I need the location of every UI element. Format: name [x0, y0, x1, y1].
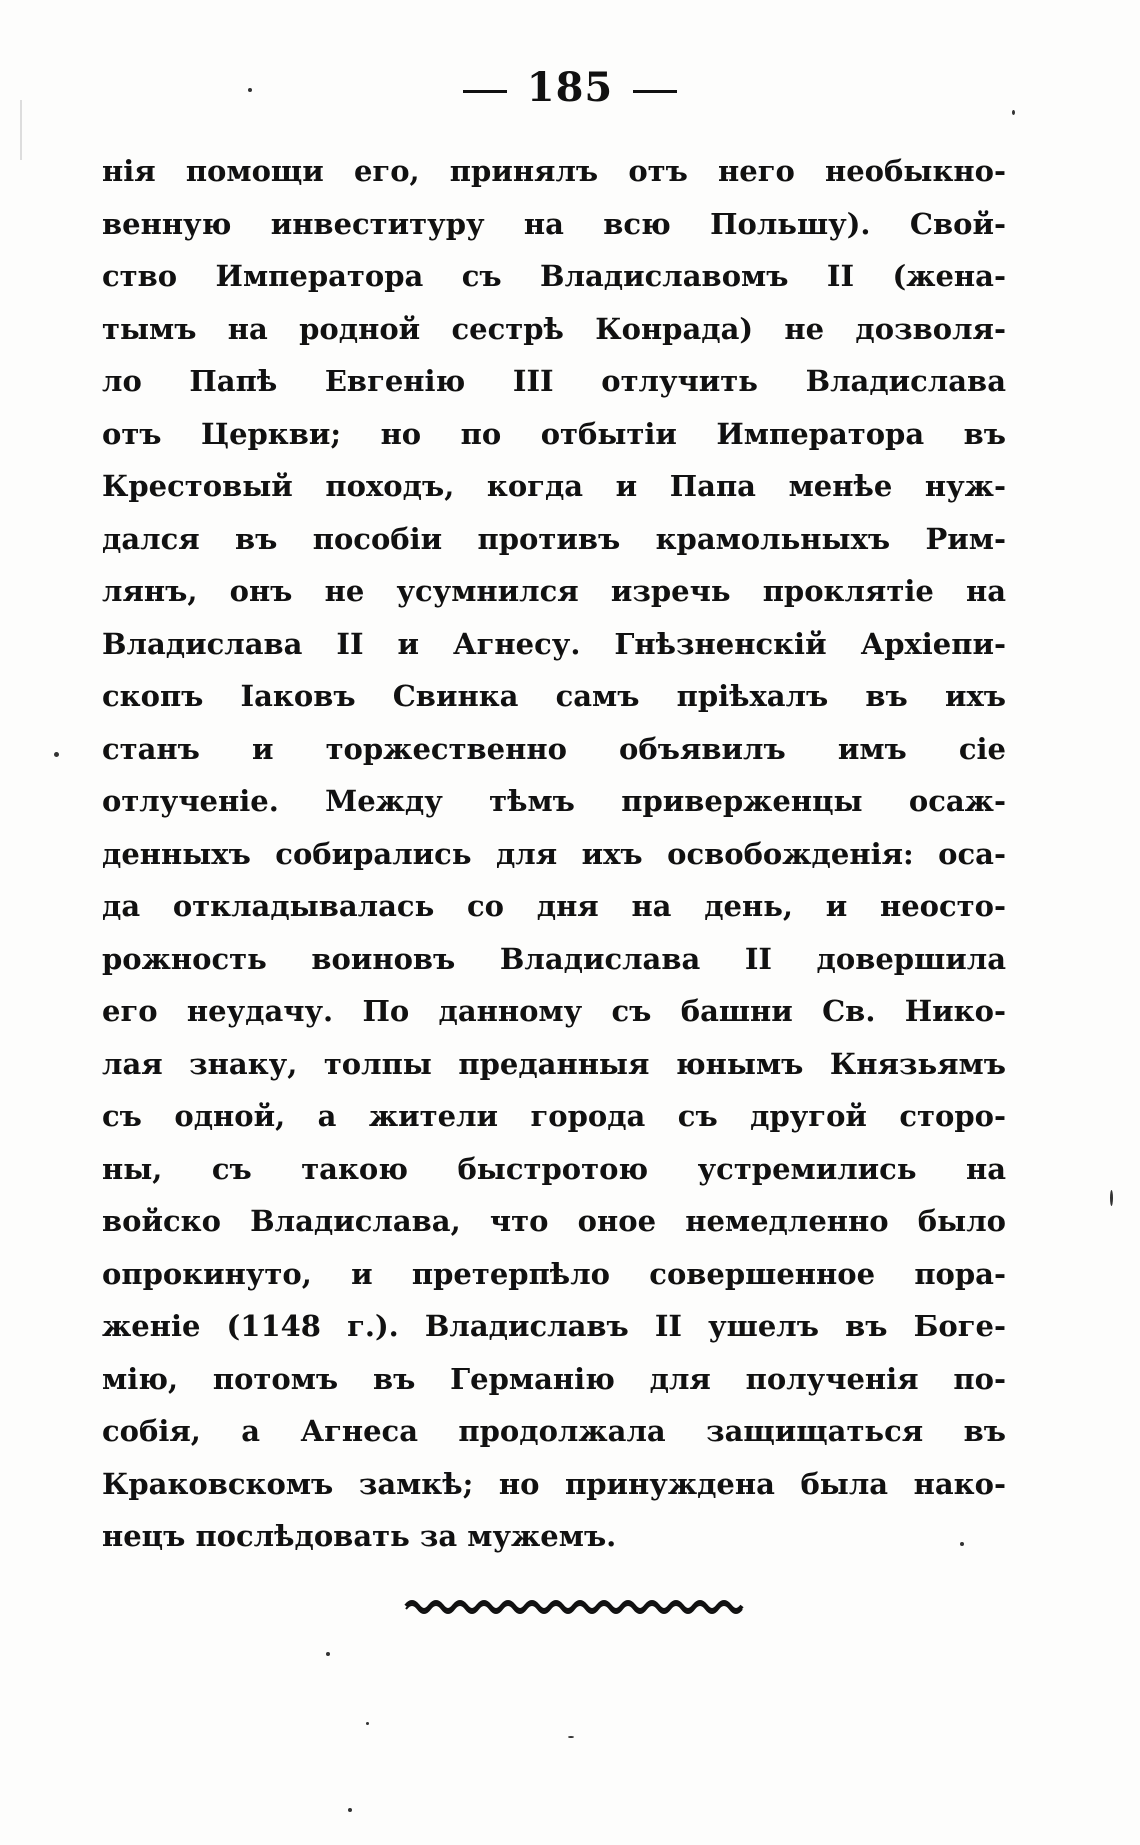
text-line: да откладывалась со дня на день, и неосто-	[102, 889, 1006, 923]
scan-speck	[248, 88, 252, 92]
text-line: лянъ, онъ не усумнился изречь проклятіе на	[102, 574, 1006, 608]
text-line: Владислава II и Агнесу. Гнѣзненскій Архіепи-	[102, 626, 1006, 661]
text-line: рожность воиновъ Владислава II довершила	[102, 941, 1006, 976]
text-line: мію, потомъ въ Германію для полученія по-	[102, 1361, 1006, 1396]
scan-speck	[20, 100, 22, 160]
scan-speck	[326, 1652, 330, 1656]
page-header	[0, 64, 1140, 111]
text-line: нецъ послѣдовать за мужемъ.	[102, 1519, 617, 1553]
scan-speck	[1110, 1190, 1113, 1206]
scan-speck	[960, 1542, 964, 1546]
body-text	[102, 145, 1006, 1563]
text-line: его неудачу. По данному съ башни Св. Нико-	[102, 994, 1006, 1028]
text-line: женіе (1148 г.). Владиславъ II ушелъ въ Боге-	[102, 1309, 1006, 1343]
text-line: денныхъ собирались для ихъ освобожденія: оса-	[102, 836, 1006, 871]
text-line: лая знаку, толпы преданныя юнымъ Князьямъ	[102, 1046, 1006, 1081]
page-number: 185	[526, 64, 614, 111]
text-line: венную инвеституру на всю Польшу). Свой-	[102, 206, 1006, 241]
text-line: съ одной, а жители города съ другой сторо-	[102, 1099, 1006, 1133]
text-line: отлученіе. Между тѣмъ приверженцы осаж-	[102, 784, 1006, 818]
text-line: ло Папѣ Евгенію III отлучить Владислава	[102, 364, 1006, 398]
text-line: Краковскомъ замкѣ; но принуждена была нако-	[102, 1466, 1006, 1501]
text-line: Крестовый походъ, когда и Папа менѣе нуж-	[102, 469, 1006, 503]
text-line: скопъ Іаковъ Свинка самъ пріѣхалъ въ ихъ	[102, 679, 1006, 713]
text-line: ство Императора съ Владиславомъ II (жена-	[102, 259, 1006, 293]
wavy-ornament-rule	[404, 1596, 748, 1616]
header-dash-right	[633, 90, 677, 93]
text-line: станъ и торжественно объявилъ имъ сіе	[102, 731, 1006, 766]
text-line: дался въ пособіи противъ крамольныхъ Рим-	[102, 521, 1006, 556]
text-line: тымъ на родной сестрѣ Конрада) не дозволя-	[102, 311, 1006, 346]
scan-speck	[1012, 110, 1015, 115]
text-line: войско Владислава, что оное немедленно было	[102, 1204, 1006, 1238]
text-line: опрокинуто, и претерпѣло совершенное пора-	[102, 1256, 1006, 1291]
text-line: отъ Церкви; но по отбытіи Императора въ	[102, 416, 1006, 451]
text-line: собія, а Агнеса продолжала защищаться въ	[102, 1414, 1006, 1448]
scan-speck	[568, 1736, 574, 1738]
scan-speck	[348, 1808, 352, 1812]
scan-speck	[366, 1722, 369, 1725]
text-line: ны, съ такою быстротою устремились на	[102, 1151, 1006, 1186]
header-dash-left	[463, 90, 507, 93]
scan-speck	[54, 752, 59, 757]
text-line: нія помощи его, принялъ отъ него необыкно-	[102, 154, 1006, 188]
